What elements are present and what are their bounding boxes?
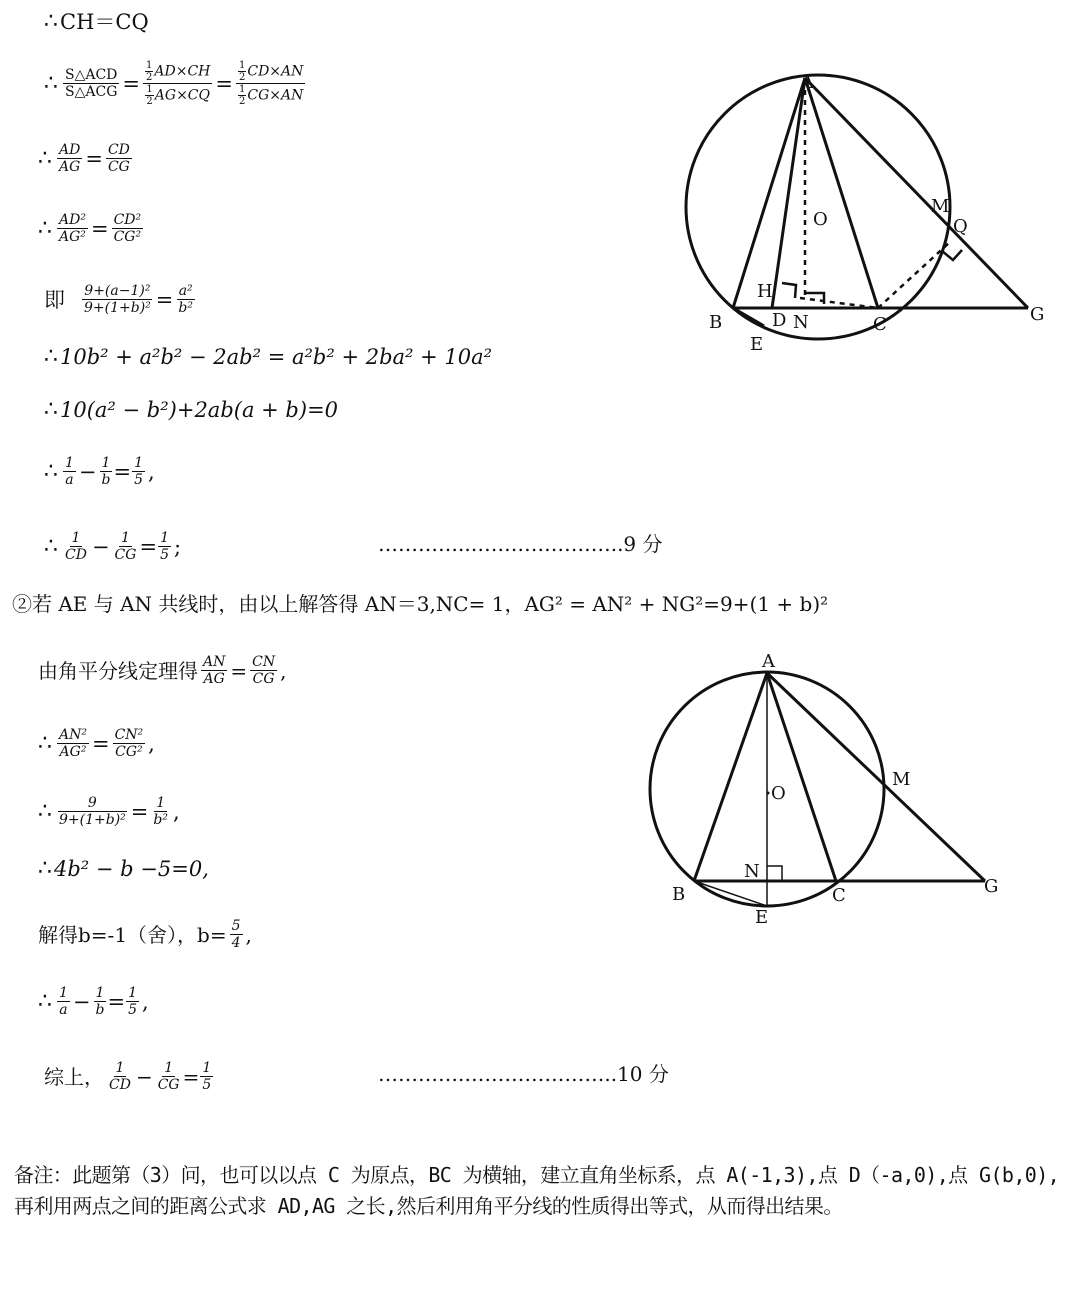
label-b-2: B xyxy=(672,884,686,905)
line-ad2-ag2: ∴ $\frac{\text{AD²}}{\text{AG²}}$ = $\frac{\text{CD²}}{\text{CG²}}$ xyxy=(38,212,142,245)
line-ad xyxy=(772,78,805,308)
label-o: O xyxy=(813,209,828,230)
line-ac xyxy=(805,78,878,308)
part2-intro: ②若 AE 与 AN 共线时，由以上解答得 AN＝3,NC= 1，AG² = AN² + NG²=9+(1 + b)² xyxy=(12,592,829,616)
label-e-2: E xyxy=(755,907,769,928)
right-angle-n xyxy=(805,293,824,304)
label-n: N xyxy=(793,312,809,333)
line-substitution: 即 $\frac{\text{9+(a−1)²}}{\text{9+(1+b)²}}$ = $\frac{\text{a²}}{\text{b²}}$ xyxy=(44,283,193,316)
line-factored: ∴ 10(a² − b²)+2ab(a + b)=0 xyxy=(44,397,339,422)
label-d: D xyxy=(772,310,787,331)
label-c-2: C xyxy=(832,885,846,906)
area-ratio-mid: $\frac{1}{2}$ AD×CH $\frac{1}{2}$ AG×CQ xyxy=(143,60,212,107)
line-be-2 xyxy=(694,881,767,906)
line-bisector-theorem: 由角平分线定理得 $\frac{AN}{AG}$ = $\frac{CN}{CG}$ , xyxy=(38,654,287,687)
line-quadratic: ∴ 4b² − b −5=0, xyxy=(38,856,209,881)
label-b: B xyxy=(709,312,723,333)
geometry-figure-2 xyxy=(640,648,1020,930)
line-solve-b: 解得b=-1（舍），b= $\frac{5}{4}$ , xyxy=(38,918,252,951)
label-m: M xyxy=(931,196,950,217)
line-be xyxy=(733,308,764,326)
line-reciprocal-cd-cg: ∴ $\frac{1}{CD}$ − $\frac{1}{CG}$ = $\frac{1}{5}$ ; xyxy=(44,530,182,563)
line-conclusion: 综上， $\frac{1}{CD}$ − $\frac{1}{CG}$ = $\frac{1}{5}$ xyxy=(44,1060,212,1093)
area-ratio-rhs: $\frac{1}{2}$ CD×AN $\frac{1}{2}$ CG×AN xyxy=(236,60,305,107)
line-expansion: ∴ 10b² + a²b² − 2ab² = a²b² + 2ba² + 10a² xyxy=(44,344,493,369)
label-n-2: N xyxy=(744,861,760,882)
line-ag-2 xyxy=(767,673,985,881)
label-h: H xyxy=(757,281,773,302)
line-area-ratio: ∴ $\frac{\text{S△ACD}}{\text{S△ACG}}$ = $\frac{1}{2}$ AD×CH $\frac{1}{2}$ AG×CQ = $\frac{1}{2}$ CD×AN $\frac{1}{2}$ CG×AN xyxy=(44,60,304,107)
area-ratio-lhs: $\frac{\text{S△ACD}}{\text{S△ACG}}$ xyxy=(65,67,118,100)
label-a: A xyxy=(801,72,814,93)
right-angle-h xyxy=(782,283,796,298)
line-reciprocal-ab: ∴ $\frac{1}{a}$ − $\frac{1}{b}$ = $\frac{1}{5}$ , xyxy=(44,455,155,488)
score-10: ………….…………………..10 分 xyxy=(378,1062,669,1086)
right-angle-q xyxy=(942,250,962,260)
line-reciprocal-ab-2: ∴ $\frac{1}{a}$ − $\frac{1}{b}$ = $\frac{1}{5}$ , xyxy=(38,985,149,1018)
label-o-2: O xyxy=(771,783,786,804)
geometry-figure-1 xyxy=(670,60,1060,360)
label-g-2: G xyxy=(984,876,999,897)
label-c: C xyxy=(873,314,887,335)
line-ab xyxy=(733,78,805,308)
line-squared-ratio: ∴ $\frac{\text{AN²}}{\text{AG²}}$ = $\frac{\text{CN²}}{\text{CG²}}$ , xyxy=(38,727,155,760)
line-ab-2 xyxy=(694,673,767,881)
line-ch-eq-cq: ∴ CH＝CQ xyxy=(44,9,149,34)
line1-text: CH＝CQ xyxy=(60,10,149,34)
label-e: E xyxy=(750,334,764,355)
remark-note: 备注：此题第（3）问，也可以以点 C 为原点，BC 为横轴，建立直角坐标系，点 A(-1,3),点 D（-a,0),点 G(b,0),再利用两点之间的距离公式求 AD,AG 之长,然后利用角平分线的性质得出等式，从而得出结果。 xyxy=(14,1163,1060,1218)
line-ad-ag: ∴ $\frac{AD}{AG}$ = $\frac{CD}{CG}$ xyxy=(38,142,130,175)
label-q: Q xyxy=(953,216,968,237)
label-g: G xyxy=(1030,304,1045,325)
score-9: …………..…………………..9 分 xyxy=(378,532,663,556)
right-angle-n-2 xyxy=(767,866,782,881)
line-substitute-b: ∴ $\frac{9}{\text{9+(1+b)²}}$ = $\frac{1}{\text{b²}}$ , xyxy=(38,795,180,828)
label-a-2: A xyxy=(762,651,775,672)
label-m-2: M xyxy=(892,769,911,790)
